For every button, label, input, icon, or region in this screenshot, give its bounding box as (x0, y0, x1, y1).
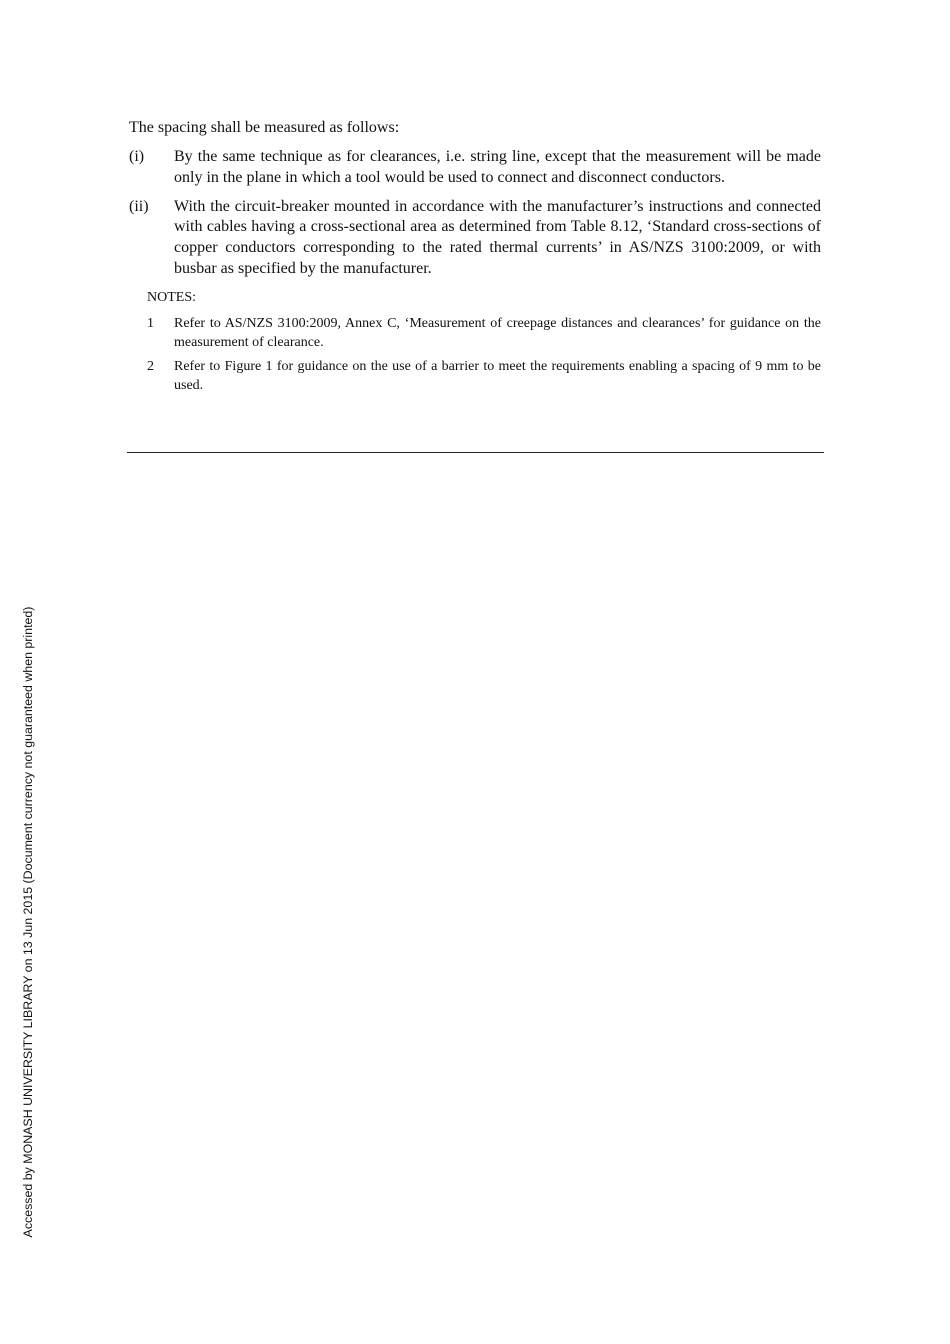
notes-heading: NOTES: (147, 289, 196, 305)
note-number: 2 (147, 358, 154, 374)
note-item (147, 314, 821, 352)
list-item-number: (ii) (129, 197, 149, 215)
list-item (129, 197, 821, 280)
note-text: Refer to AS/NZS 3100:2009, Annex C, ‘Measurement of creepage distances and clearances’ for guidance on the measurement of clearance. (174, 315, 821, 350)
note-item (147, 357, 821, 395)
list-item-text: With the circuit-breaker mounted in accordance with the manufacturer’s instructions and connected with cables having a cross-sectional area as determined from Table 8.12, ‘Standard cross-sections of copper conductors corresponding to the rated thermal currents’ in AS/NZS 3100:2009, or with busbar as specified by the manufacturer. (174, 197, 821, 277)
list-item-number: (i) (129, 148, 145, 165)
list-item (129, 147, 821, 189)
access-watermark: Accessed by MONASH UNIVERSITY LIBRARY on 13 Jun 2015 (Document currency not guaranteed when printed) (21, 606, 35, 1238)
intro-paragraph: The spacing shall be measured as follows: (129, 119, 400, 136)
note-text: Refer to Figure 1 for guidance on the use of a barrier to meet the requirements enabling a spacing of 9 mm to be used. (174, 358, 821, 393)
document-body (129, 117, 821, 400)
section-divider (127, 452, 824, 453)
note-number: 1 (147, 315, 154, 331)
list-item-text: By the same technique as for clearances, i.e. string line, except that the measurement will be made only in the plane in which a tool would be used to connect and disconnect conductors. (174, 148, 821, 186)
